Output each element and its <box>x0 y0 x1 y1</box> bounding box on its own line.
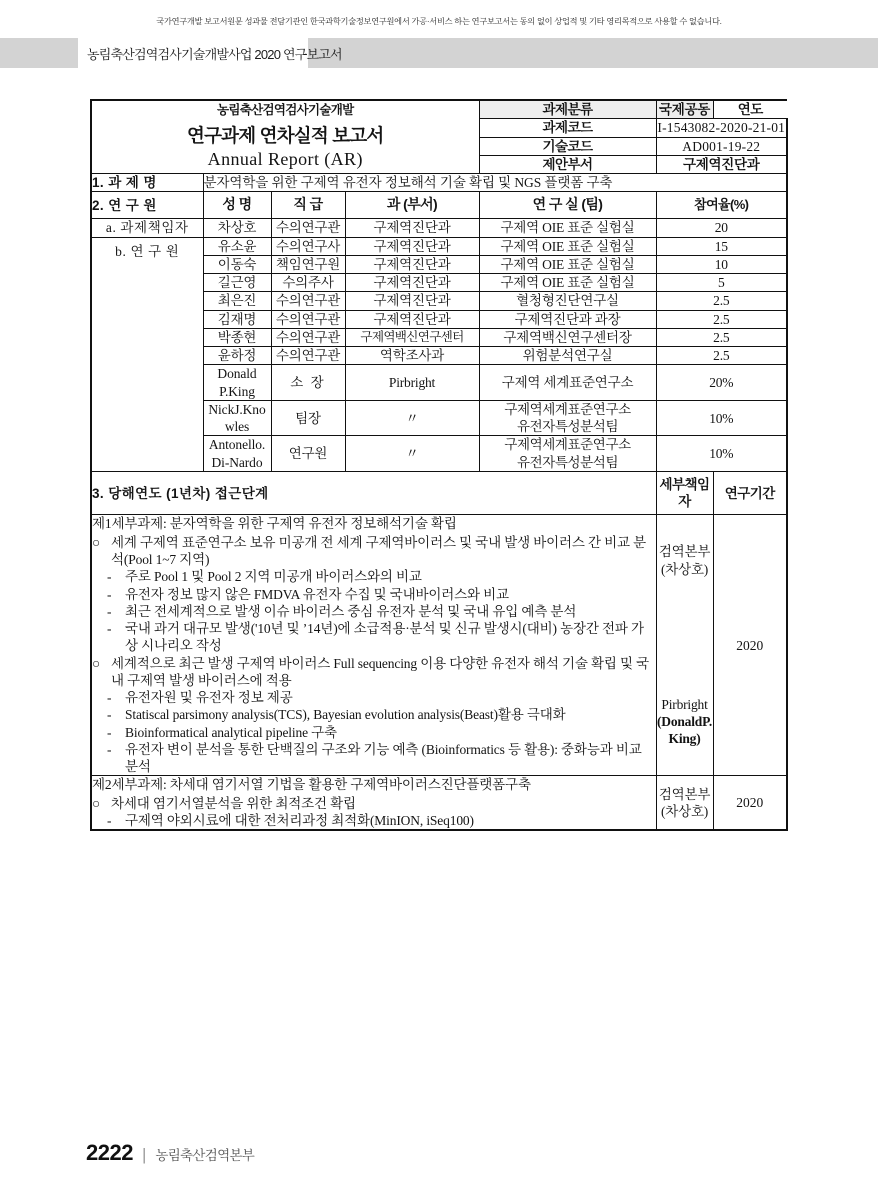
researcher-rank: 수의연구관 <box>271 328 345 346</box>
section3-label: 3. 당해연도 (1년차) 접근단계 <box>91 471 656 515</box>
researcher-lab: 혈청형진단연구실 <box>479 292 656 310</box>
task-responsible <box>656 776 713 830</box>
bullet-dash-icon: - <box>107 569 112 585</box>
field-value-task-code: I-1543082-2020-21-01 <box>657 120 786 136</box>
bullet-dash-icon: - <box>107 813 112 828</box>
section3-task-row <box>91 515 787 776</box>
column-header-responsible: 세부책임자 <box>656 471 713 515</box>
column-header-rate: 참여율(%) <box>656 192 787 219</box>
bullet-dash-icon: - <box>107 621 112 637</box>
researcher-name-line1: NickJ.Kno <box>208 401 266 417</box>
task-item-text: 구제역 야외시료에 대한 전처리과정 최적화(MinION, iSeq100) <box>125 813 474 828</box>
task-item <box>92 603 656 620</box>
field-value-tech-code: AD001-19-22 <box>656 137 787 155</box>
researcher-name <box>203 400 271 436</box>
researcher-rank: 수의연구관 <box>271 310 345 328</box>
running-head-text: 농림축산검역검사기술개발사업 2020 연구보고서 <box>87 46 342 62</box>
task-item <box>92 620 656 655</box>
field-key-proposing-dept: 제안부서 <box>479 155 656 173</box>
researcher-name <box>203 436 271 472</box>
task-item-text: 최근 전세계적으로 발생 이슈 바이러스 중심 유전자 분석 및 국내 유입 예측 분석 <box>125 603 577 619</box>
researcher-rank: 수의주사 <box>271 274 345 292</box>
task-responsible-secondary-line1: Pirbright <box>661 696 708 712</box>
task-heading: 제2세부과제: 차세대 염기서열 기법을 활용한 구제역바이러스진단플랫폼구축 <box>92 777 531 793</box>
researcher-dept: Pirbright <box>345 365 479 401</box>
running-head-plate <box>78 38 342 68</box>
researcher-lab-line2: 유전자특성분석팀 <box>516 419 619 435</box>
researcher-name-line1: Donald <box>217 366 257 382</box>
researcher-name: 차상호 <box>203 219 271 237</box>
task-responsible-main: 검역본부 <box>658 786 711 802</box>
task-item <box>92 586 656 603</box>
researcher-dept: 구제역백신연구센터 <box>345 328 479 346</box>
task-item <box>92 568 656 585</box>
task-heading: 제1세부과제: 분자역학을 위한 구제역 유전자 정보해석기술 확립 <box>92 516 457 532</box>
bullet-dash-icon: - <box>107 741 112 757</box>
bullet-dash-icon: - <box>107 724 112 740</box>
researcher-dept: 구제역진단과 <box>345 237 479 255</box>
task-item-text: Statiscal parsimony analysis(TCS), Bayesian evolution analysis(Beast)활용 극대화 <box>125 707 566 723</box>
researcher-rate: 15 <box>656 237 787 255</box>
researcher-rank: 책임연구원 <box>271 255 345 273</box>
researcher-name-line2: Di-Nardo <box>211 454 263 470</box>
footer-organization: 농림축산검역본부 <box>155 1148 255 1163</box>
researcher-name-line2: wles <box>224 419 250 435</box>
researcher-lab: 구제역 OIE 표준 실험실 <box>479 237 656 255</box>
researcher-dept: 구제역진단과 <box>345 292 479 310</box>
researcher-name <box>203 365 271 401</box>
task-responsible-secondary-line3: King) <box>668 731 701 747</box>
task-item <box>92 689 656 706</box>
researcher-rate: 20 <box>656 219 787 237</box>
report-title-en: Annual Report (AR) <box>207 149 363 170</box>
bullet-circle-icon: ○ <box>92 655 101 671</box>
researcher-name: 박종현 <box>203 328 271 346</box>
researcher-dept: 구제역진단과 <box>345 274 479 292</box>
researcher-name-line2: P.King <box>219 383 255 399</box>
role-label-members: b. 연 구 원 <box>91 237 203 471</box>
column-header-rank: 직 급 <box>271 192 345 219</box>
researcher-name: 이동숙 <box>203 255 271 273</box>
role-label-leader: a. 과제책임자 <box>91 219 203 237</box>
copyright-disclaimer: 국가연구개발 보고서원문 성과물 전담기관인 한국과학기술정보연구원에서 가공·서비스 하는 연구보고서는 동의 없이 상업적 및 기타 영리목적으로 사용할 수 없습니다. <box>156 17 722 26</box>
researcher-rate: 10 <box>656 255 787 273</box>
task-item-text: 유전자 변이 분석을 통한 단백질의 구조와 기능 예측 (Bioinformatics 등 활용): 중화능과 비교 분석 <box>125 741 642 775</box>
bullet-dash-icon: - <box>107 690 112 706</box>
researcher-lab-line1: 구제역세계표준연구소 <box>504 437 631 453</box>
researcher-rank: 팀장 <box>271 400 345 436</box>
researcher-rate: 2.5 <box>656 347 787 365</box>
researcher-dept: 역학조사과 <box>345 347 479 365</box>
task-item-text: 유전자원 및 유전자 정보 제공 <box>125 690 293 706</box>
researcher-lab: 구제역백신연구센터장 <box>479 328 656 346</box>
section3-task-row <box>91 776 787 830</box>
task-item <box>92 706 656 723</box>
task-body <box>91 776 656 830</box>
field-key-task-category: 과제분류 <box>479 100 656 119</box>
task-item-text: 유전자 정보 많지 않은 FMDVA 유전자 수집 및 국내바이러스와 비교 <box>125 586 509 602</box>
task-responsible <box>656 515 713 776</box>
column-header-dept: 과 (부서) <box>345 192 479 219</box>
researcher-rate: 20% <box>656 365 787 401</box>
task-item <box>92 534 656 569</box>
researcher-lab: 구제역진단과 과장 <box>479 310 656 328</box>
task-item-text: 차세대 염기서열분석을 위한 최적조건 확립 <box>111 795 356 811</box>
section1-row <box>91 174 787 192</box>
task-item-text: 주로 Pool 1 및 Pool 2 지역 미공개 바이러스와의 비교 <box>125 569 422 585</box>
researcher-lab: 위험분석연구실 <box>479 347 656 365</box>
researcher-rate: 10% <box>656 436 787 472</box>
researcher-lab: 구제역 OIE 표준 실험실 <box>479 255 656 273</box>
researcher-rank: 연구원 <box>271 436 345 472</box>
researcher-lab-line2: 유전자특성분석팀 <box>516 454 619 470</box>
bullet-dash-icon: - <box>107 707 112 723</box>
researcher-name: 길근영 <box>203 274 271 292</box>
field-key-year: 연도 <box>713 100 787 119</box>
researcher-rate: 2.5 <box>656 292 787 310</box>
researcher-row <box>91 219 787 237</box>
researcher-rank: 수의연구관 <box>271 292 345 310</box>
section1-value: 분자역학을 위한 구제역 유전자 정보해석 기술 확립 및 NGS 플랫폼 구축 <box>203 174 787 192</box>
researcher-rank: 수의연구사 <box>271 237 345 255</box>
report-table <box>90 99 788 831</box>
researcher-lab-line1: 구제역세계표준연구소 <box>504 401 631 417</box>
researcher-rate: 2.5 <box>656 328 787 346</box>
researcher-name: 최은진 <box>203 292 271 310</box>
section3-header-row <box>91 471 787 515</box>
section2-header-row <box>91 192 787 219</box>
section2-label: 2. 연 구 원 <box>91 192 203 219</box>
field-value-proposing-dept: 구제역진단과 <box>656 155 787 173</box>
field-key-tech-code: 기술코드 <box>479 137 656 155</box>
researcher-rank: 소 장 <box>271 365 345 401</box>
researcher-dept: 구제역진단과 <box>345 310 479 328</box>
researcher-lab <box>479 436 656 472</box>
researcher-dept: 구제역진단과 <box>345 219 479 237</box>
researcher-name: 김재명 <box>203 310 271 328</box>
section1-label: 1. 과 제 명 <box>91 174 203 192</box>
researcher-row <box>91 237 787 255</box>
researcher-dept: 구제역진단과 <box>345 255 479 273</box>
researcher-rate: 10% <box>656 400 787 436</box>
researcher-rank: 수의연구관 <box>271 347 345 365</box>
bullet-circle-icon: ○ <box>92 534 101 550</box>
researcher-dept: 〃 <box>345 436 479 472</box>
footer-page-number: 2222 <box>86 1140 133 1165</box>
task-item-text: Bioinformatical analytical pipeline 구축 <box>125 724 337 740</box>
task-item <box>92 795 656 812</box>
program-name: 농림축산검역검사기술개발 <box>217 102 354 117</box>
task-item <box>92 655 656 690</box>
column-header-period: 연구기간 <box>713 471 787 515</box>
researcher-name-line1: Antonello. <box>208 437 266 453</box>
researcher-name: 유소윤 <box>203 237 271 255</box>
field-value-task-category: 국제공동 <box>656 100 713 119</box>
task-item <box>92 724 656 741</box>
task-body <box>91 515 656 776</box>
header-row-1 <box>91 100 787 119</box>
researcher-lab: 구제역 세계표준연구소 <box>479 365 656 401</box>
report-title-ko: 연구과제 연차실적 보고서 <box>187 124 384 146</box>
researcher-lab: 구제역 OIE 표준 실험실 <box>479 219 656 237</box>
column-header-lab: 연 구 실 (팀) <box>479 192 656 219</box>
researcher-name: 윤하정 <box>203 347 271 365</box>
task-period: 2020 <box>713 776 787 830</box>
task-responsible-secondary-line2: (DonaldP. <box>656 714 713 730</box>
task-item-text: 세계 구제역 표준연구소 보유 미공개 전 세계 구제역바이러스 및 국내 발생 바이러스 간 비교 분석(Pool 1~7 지역) <box>111 534 647 568</box>
task-responsible-main: 검역본부 <box>658 544 711 560</box>
footer-separator: | <box>141 1145 147 1164</box>
task-period: 2020 <box>713 515 787 776</box>
researcher-rate: 5 <box>656 274 787 292</box>
researcher-rank: 수의연구관 <box>271 219 345 237</box>
task-item-text: 국내 과거 대규모 발생('10년 및 ’14년)에 소급적용·분석 및 신규 발생시(대비) 농장간 전파 가상 시나리오 작성 <box>125 621 644 654</box>
report-title-block <box>91 100 479 174</box>
bullet-circle-icon: ○ <box>92 795 101 811</box>
researcher-lab <box>479 400 656 436</box>
researcher-dept: 〃 <box>345 400 479 436</box>
task-item <box>92 741 656 776</box>
task-responsible-sub: (차상호) <box>660 803 709 819</box>
bullet-dash-icon: - <box>107 603 112 619</box>
column-header-name: 성 명 <box>203 192 271 219</box>
bullet-dash-icon: - <box>107 586 112 602</box>
task-item <box>92 812 656 829</box>
task-item-text: 세계적으로 최근 발생 구제역 바이러스 Full sequencing 이용 다양한 유전자 해석 기술 확립 및 국내 구제역 발생 바이러스에 적용 <box>111 655 650 688</box>
task-responsible-sub: (차상호) <box>660 561 709 577</box>
researcher-rate: 2.5 <box>656 310 787 328</box>
page-footer <box>86 1140 254 1166</box>
field-key-task-code: 과제코드 <box>479 119 656 137</box>
researcher-lab: 구제역 OIE 표준 실험실 <box>479 274 656 292</box>
